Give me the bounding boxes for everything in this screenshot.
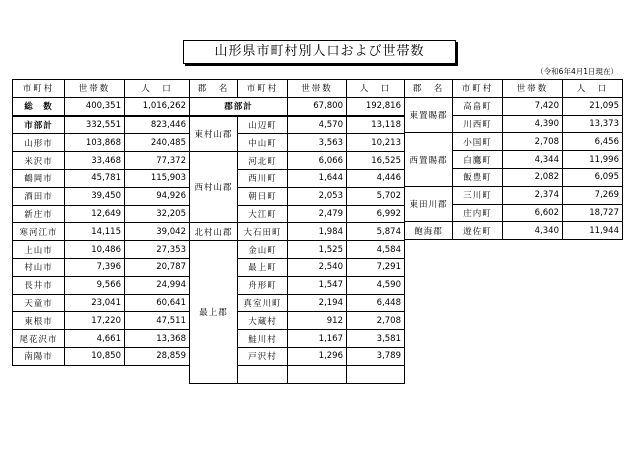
population-value: 10,213 (347, 134, 405, 152)
population-value: 3,581 (347, 330, 405, 348)
county-name: 東置賜郡 (405, 97, 453, 133)
empty-cell (288, 365, 347, 383)
table-row (13, 312, 190, 330)
header-households: 世帯数 (288, 80, 347, 98)
municipality-name: 南陽市 (13, 347, 65, 365)
municipality-name: 村山市 (13, 258, 65, 276)
header-county: 郡 名 (405, 80, 453, 98)
population-value: 2,708 (347, 312, 405, 330)
header-households: 世帯数 (503, 80, 563, 98)
table-header-row (190, 80, 405, 98)
population-value: 7,269 (563, 186, 623, 204)
population-value: 4,584 (347, 241, 405, 259)
table-header-row (405, 80, 623, 98)
table-row (190, 152, 405, 170)
households-value: 1,984 (288, 223, 347, 241)
county-table-2 (404, 79, 623, 240)
county-name: 最上郡 (190, 241, 238, 383)
population-value: 1,016,262 (125, 97, 190, 115)
table-row (190, 241, 405, 259)
population-value: 28,859 (125, 347, 190, 365)
population-value: 20,787 (125, 258, 190, 276)
municipality-name: 山形市 (13, 134, 65, 152)
municipality-name: 高畠町 (453, 97, 503, 115)
page-title: 山形県市町村別人口および世帯数 (183, 40, 456, 64)
population-value: 13,118 (347, 116, 405, 134)
municipality-name: 小国町 (453, 133, 503, 151)
table-row (405, 186, 623, 204)
population-value: 11,996 (563, 151, 623, 169)
population-value: 24,994 (125, 276, 190, 294)
population-value: 47,511 (125, 312, 190, 330)
households-value: 33,468 (65, 152, 125, 170)
population-value: 7,291 (347, 258, 405, 276)
county-name: 北村山郡 (190, 223, 238, 241)
table-row (405, 97, 623, 115)
county-table-1 (189, 79, 405, 384)
municipality-name: 庄内町 (453, 204, 503, 222)
municipality-name: 朝日町 (238, 187, 288, 205)
county-name: 西村山郡 (190, 152, 238, 223)
municipality-name: 山辺町 (238, 116, 288, 134)
table-row (405, 133, 623, 151)
table-row (13, 169, 190, 187)
table-row (190, 223, 405, 241)
header-population: 人 口 (563, 80, 623, 98)
municipality-name: 最上町 (238, 258, 288, 276)
households-value: 67,800 (288, 97, 347, 115)
municipality-name: 尾花沢市 (13, 330, 65, 348)
municipality-name: 酒田市 (13, 187, 65, 205)
table-row (13, 134, 190, 152)
population-value: 21,095 (563, 97, 623, 115)
municipality-name: 新庄市 (13, 205, 65, 223)
municipality-name: 鮭川村 (238, 330, 288, 348)
municipality-name: 舟形町 (238, 276, 288, 294)
households-value: 1,644 (288, 169, 347, 187)
population-value: 77,372 (125, 152, 190, 170)
population-value: 11,944 (563, 222, 623, 240)
municipality-name: 河北町 (238, 152, 288, 170)
municipality-name: 飯豊町 (453, 168, 503, 186)
header-municipality: 市町村 (238, 80, 288, 98)
municipality-name: 米沢市 (13, 152, 65, 170)
households-value: 2,053 (288, 187, 347, 205)
municipality-name: 金山町 (238, 241, 288, 259)
households-value: 6,602 (503, 204, 563, 222)
header-county: 郡 名 (190, 80, 238, 98)
table-row (13, 152, 190, 170)
households-value: 4,344 (503, 151, 563, 169)
population-value: 6,095 (563, 168, 623, 186)
households-value: 14,115 (65, 223, 125, 241)
municipality-name: 遊佐町 (453, 222, 503, 240)
households-value: 2,540 (288, 258, 347, 276)
header-households: 世帯数 (65, 80, 125, 98)
population-value: 192,816 (347, 97, 405, 115)
households-value: 1,547 (288, 276, 347, 294)
population-value: 60,641 (125, 294, 190, 312)
county-total-row (190, 97, 405, 115)
municipality-name: 長井市 (13, 276, 65, 294)
population-value: 6,448 (347, 294, 405, 312)
households-value: 23,041 (65, 294, 125, 312)
households-value: 10,850 (65, 347, 125, 365)
population-value: 240,485 (125, 134, 190, 152)
header-population: 人 口 (125, 80, 190, 98)
municipality-name: 天童市 (13, 294, 65, 312)
households-value: 7,420 (503, 97, 563, 115)
households-value: 2,082 (503, 168, 563, 186)
municipality-name: 大石田町 (238, 223, 288, 241)
population-value: 823,446 (125, 116, 190, 134)
households-value: 45,781 (65, 169, 125, 187)
municipality-name: 寒河江市 (13, 223, 65, 241)
households-value: 4,340 (503, 222, 563, 240)
table-row (13, 276, 190, 294)
households-value: 10,486 (65, 241, 125, 259)
table-row (13, 205, 190, 223)
header-municipality: 市町村 (13, 80, 65, 98)
population-value: 16,525 (347, 152, 405, 170)
municipality-name: 市部計 (13, 116, 65, 134)
municipality-name: 鶴岡市 (13, 169, 65, 187)
households-value: 4,661 (65, 330, 125, 348)
households-value: 12,649 (65, 205, 125, 223)
households-value: 400,351 (65, 97, 125, 115)
header-municipality: 市町村 (453, 80, 503, 98)
population-value: 32,205 (125, 205, 190, 223)
households-value: 912 (288, 312, 347, 330)
municipality-name: 東根市 (13, 312, 65, 330)
table-row (13, 347, 190, 365)
population-value: 39,042 (125, 223, 190, 241)
city-table (12, 79, 190, 366)
empty-cell (238, 365, 288, 383)
households-value: 2,374 (503, 186, 563, 204)
table-row (13, 223, 190, 241)
households-value: 7,396 (65, 258, 125, 276)
municipality-name: 三川町 (453, 186, 503, 204)
households-value: 17,220 (65, 312, 125, 330)
total-row (13, 97, 190, 115)
table-row (190, 116, 405, 134)
population-value: 18,727 (563, 204, 623, 222)
households-value: 2,194 (288, 294, 347, 312)
households-value: 3,563 (288, 134, 347, 152)
households-value: 332,551 (65, 116, 125, 134)
header-population: 人 口 (347, 80, 405, 98)
municipality-name: 戸沢村 (238, 347, 288, 365)
municipality-name: 大蔵村 (238, 312, 288, 330)
table-row (13, 258, 190, 276)
households-value: 4,570 (288, 116, 347, 134)
population-value: 5,874 (347, 223, 405, 241)
table-row (13, 330, 190, 348)
households-value: 103,868 (65, 134, 125, 152)
population-value: 6,992 (347, 205, 405, 223)
households-value: 39,450 (65, 187, 125, 205)
municipality-name: 中山町 (238, 134, 288, 152)
date-note: （令和6年4月1日現在） (536, 67, 618, 76)
municipality-name: 西川町 (238, 169, 288, 187)
municipality-name: 上山市 (13, 241, 65, 259)
municipality-name: 総 数 (13, 97, 65, 115)
population-value: 94,926 (125, 187, 190, 205)
table-row (405, 222, 623, 240)
municipality-name: 白鷹町 (453, 151, 503, 169)
population-value: 4,446 (347, 169, 405, 187)
households-value: 1,167 (288, 330, 347, 348)
city-subtotal-row (13, 116, 190, 134)
table-row (13, 241, 190, 259)
table-row (13, 187, 190, 205)
county-name: 東田川郡 (405, 186, 453, 222)
municipality-name: 川西町 (453, 115, 503, 133)
households-value: 1,296 (288, 347, 347, 365)
households-value: 2,708 (503, 133, 563, 151)
households-value: 6,066 (288, 152, 347, 170)
empty-cell (347, 365, 405, 383)
population-value: 3,789 (347, 347, 405, 365)
population-value: 115,903 (125, 169, 190, 187)
households-value: 1,525 (288, 241, 347, 259)
table-header-row (13, 80, 190, 98)
table-row (13, 294, 190, 312)
population-value: 6,456 (563, 133, 623, 151)
county-name: 東村山郡 (190, 116, 238, 152)
population-value: 5,702 (347, 187, 405, 205)
households-value: 4,390 (503, 115, 563, 133)
households-value: 9,566 (65, 276, 125, 294)
county-name: 西置賜郡 (405, 133, 453, 186)
county-name: 飽海郡 (405, 222, 453, 240)
municipality-name: 真室川町 (238, 294, 288, 312)
municipality-name: 大江町 (238, 205, 288, 223)
households-value: 2,479 (288, 205, 347, 223)
population-value: 27,353 (125, 241, 190, 259)
population-value: 13,368 (125, 330, 190, 348)
population-value: 13,373 (563, 115, 623, 133)
county-total-label: 郡部計 (190, 97, 288, 115)
population-value: 4,590 (347, 276, 405, 294)
